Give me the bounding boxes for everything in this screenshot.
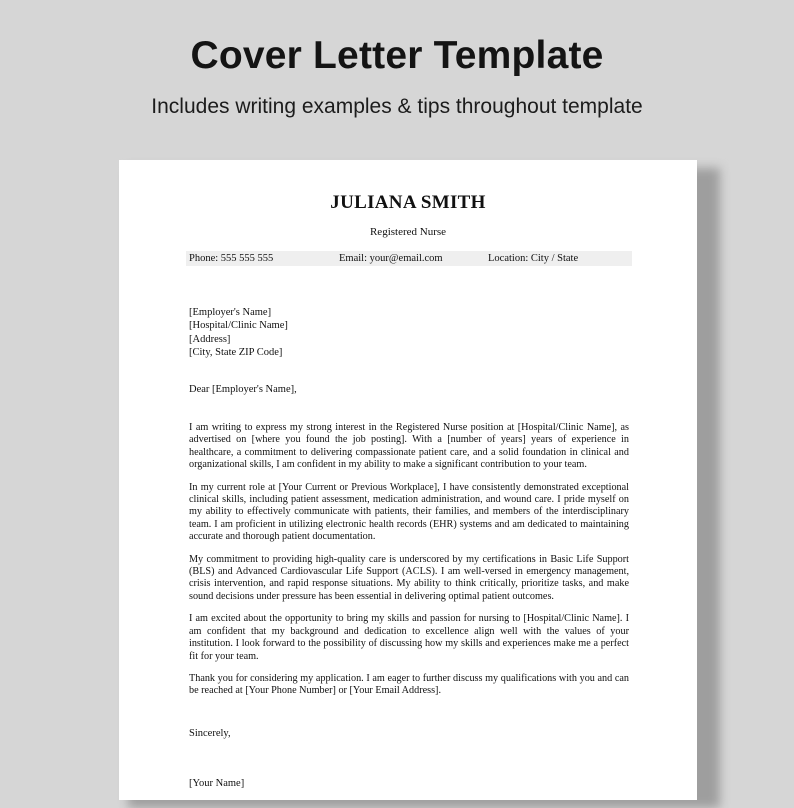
- body-paragraph: In my current role at [Your Current or Previous Workplace], I have consistently demonstrated exceptional clinical skills, including patient assessment, medication administration, and wound care. I pride myself on my ability to effectively communicate with patients, their families, and members of the interdisciplinary team. I am proficient in utilizing electronic health records (EHR) systems and am dedicated to maintaining accurate and thorough patient documentation.: [189, 481, 629, 543]
- contact-email: Email: your@email.com: [339, 253, 443, 264]
- contact-phone: Phone: 555 555 555: [189, 253, 274, 264]
- promo-title: Cover Letter Template: [190, 34, 604, 77]
- applicant-role: Registered Nurse: [369, 226, 447, 238]
- letter-page: [119, 160, 697, 800]
- closing: Sincerely,: [189, 728, 231, 739]
- contact-location: Location: City / State: [488, 253, 579, 264]
- body-paragraph: I am excited about the opportunity to bring my skills and passion for nursing to [Hospital/Clinic Name]. I am confident that my background and dedication to excellence align well with the values of your institution. I look forward to the possibility of discussing how my skills and experiences make me a perfect fit for your team.: [189, 613, 629, 662]
- applicant-name: JULIANA SMITH: [330, 192, 486, 213]
- address-line: [Address]: [189, 333, 231, 345]
- address-line: [Hospital/Clinic Name]: [189, 320, 288, 332]
- body-paragraph: I am writing to express my strong interest in the Registered Nurse position at [Hospital/Clinic Name], as advertised on [where you found the job posting]. With a [number of years] years of experience in healthcare, a commitment to delivering compassionate patient care, and a solid foundation in clinical and organizational skills, I am confident in my ability to make a significant contribution to your team.: [189, 422, 629, 471]
- employer-address: [189, 306, 288, 359]
- promo-subtitle: Includes writing examples & tips throughout template: [151, 95, 643, 118]
- address-line: [City, State ZIP Code]: [189, 346, 283, 358]
- address-line: [Employer's Name]: [189, 307, 272, 318]
- contact-bar: [186, 251, 632, 266]
- signature-placeholder: [Your Name]: [189, 778, 245, 789]
- body-paragraph: Thank you for considering my application. I am eager to further discuss my qualifications with you and can be reached at [Your Phone Number] or [Your Email Address].: [189, 672, 629, 697]
- salutation: Dear [Employer's Name],: [189, 384, 297, 395]
- body-paragraph: My commitment to providing high-quality care is underscored by my certifications in Basic Life Support (BLS) and Advanced Cardiovascular Life Support (ACLS). I am well-versed in emergency management, crisis intervention, and rapid response situations. My ability to think critically, prioritize tasks, and make sound decisions under pressure has been essential in delivering optimal patient outcomes.: [189, 553, 629, 602]
- letter-body: [189, 422, 629, 708]
